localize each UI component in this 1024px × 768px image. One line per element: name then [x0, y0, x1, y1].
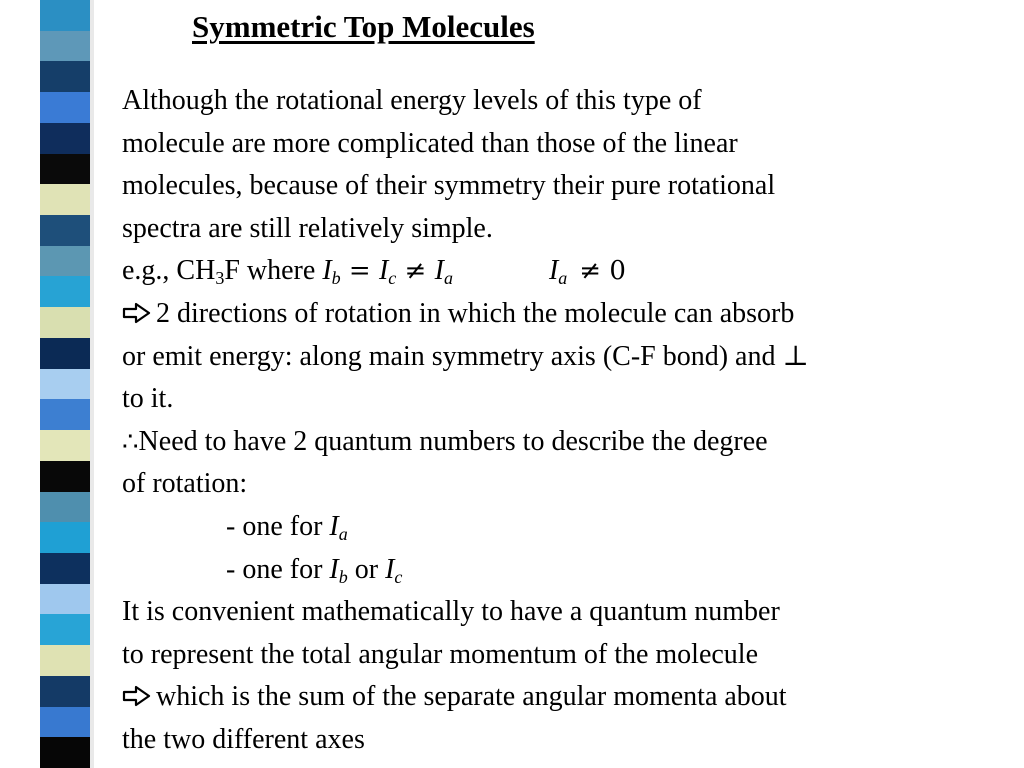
- stripe-bar: [40, 430, 90, 461]
- stripe-bar: [40, 31, 90, 62]
- subscript-b: b: [338, 566, 348, 587]
- symbol-I: I: [329, 510, 339, 542]
- arrow-line: [122, 293, 1002, 336]
- stripe-bar: [40, 707, 90, 738]
- therefore-line: [122, 421, 1002, 464]
- symbol-I: I: [378, 255, 389, 287]
- symbol-I: I: [385, 553, 395, 585]
- list-item-text: - one for: [226, 510, 330, 542]
- symbol-I: I: [548, 255, 559, 287]
- subscript-c: c: [388, 268, 397, 289]
- paragraph-line: It is convenient mathematically to have a quantum number: [122, 596, 780, 628]
- hollow-arrow-right-icon: [122, 678, 152, 700]
- arrow-line: [122, 676, 1002, 719]
- paragraph-line: spectra are still relatively simple.: [122, 212, 493, 244]
- subscript-3: 3: [215, 268, 225, 289]
- example-line: [122, 250, 1002, 293]
- stripe-bar: [40, 492, 90, 523]
- not-equal-sign: ≠: [396, 256, 435, 287]
- arrow-text: which is the sum of the separate angular momenta about: [156, 681, 787, 713]
- example-prefix: e.g., CH: [122, 255, 216, 287]
- paragraph-line: or emit energy: along main symmetry axis (C-F bond) and ⊥: [122, 340, 809, 372]
- subscript-a: a: [443, 268, 453, 289]
- list-item: [122, 549, 1002, 592]
- stripe-bar: [40, 184, 90, 215]
- stripe-bar: [40, 0, 90, 31]
- stripe-bar: [40, 553, 90, 584]
- subscript-a: a: [558, 268, 568, 289]
- paragraph-line: molecule are more complicated than those of the linear: [122, 127, 738, 159]
- stripe-bar: [40, 307, 90, 338]
- subscript-a: a: [338, 523, 348, 544]
- paragraph-line: the two different axes: [122, 723, 365, 755]
- list-item-text: - one for: [226, 553, 330, 585]
- slide-title: Symmetric Top Molecules: [192, 9, 535, 44]
- decorative-stripe-strip: [40, 0, 90, 768]
- stripe-bar: [40, 123, 90, 154]
- stripe-bar: [40, 276, 90, 307]
- stripe-bar: [40, 369, 90, 400]
- stripe-shadow: [90, 0, 94, 768]
- arrow-text: 2 directions of rotation in which the molecule can absorb: [156, 297, 795, 329]
- paragraph-line: to it.: [122, 383, 174, 415]
- stripe-bar: [40, 246, 90, 277]
- example-where: F where: [224, 255, 323, 287]
- not-equal-zero: ≠ 0: [579, 256, 626, 287]
- subscript-c: c: [394, 566, 403, 587]
- stripe-bar: [40, 584, 90, 615]
- paragraph-line: to represent the total angular momentum of the molecule: [122, 638, 759, 670]
- paragraph-line: of rotation:: [122, 468, 248, 500]
- symbol-I: I: [329, 553, 339, 585]
- stripe-bar: [40, 676, 90, 707]
- list-item: [122, 506, 1002, 549]
- subscript-b: b: [331, 268, 341, 289]
- stripe-bar: [40, 737, 90, 768]
- stripe-bar: [40, 614, 90, 645]
- slide-body: [122, 80, 1002, 762]
- stripe-bar: [40, 522, 90, 553]
- stripe-bar: [40, 215, 90, 246]
- stripe-bar: [40, 154, 90, 185]
- stripe-bar: [40, 399, 90, 430]
- symbol-I: I: [434, 255, 444, 287]
- stripe-bar: [40, 645, 90, 676]
- symbol-I: I: [322, 255, 332, 287]
- therefore-symbol: ∴: [122, 426, 139, 457]
- stripe-bar: [40, 461, 90, 492]
- hollow-arrow-right-icon: [122, 295, 152, 317]
- stripe-bar: [40, 61, 90, 92]
- or-text: or: [347, 553, 386, 585]
- stripe-bar: [40, 92, 90, 123]
- paragraph-text: Need to have 2 quantum numbers to describe the degree: [138, 425, 768, 457]
- paragraph-line: Although the rotational energy levels of this type of: [122, 85, 702, 116]
- stripe-bar: [40, 338, 90, 369]
- paragraph-line: molecules, because of their symmetry their pure rotational: [122, 170, 776, 202]
- equals-sign: =: [340, 256, 379, 287]
